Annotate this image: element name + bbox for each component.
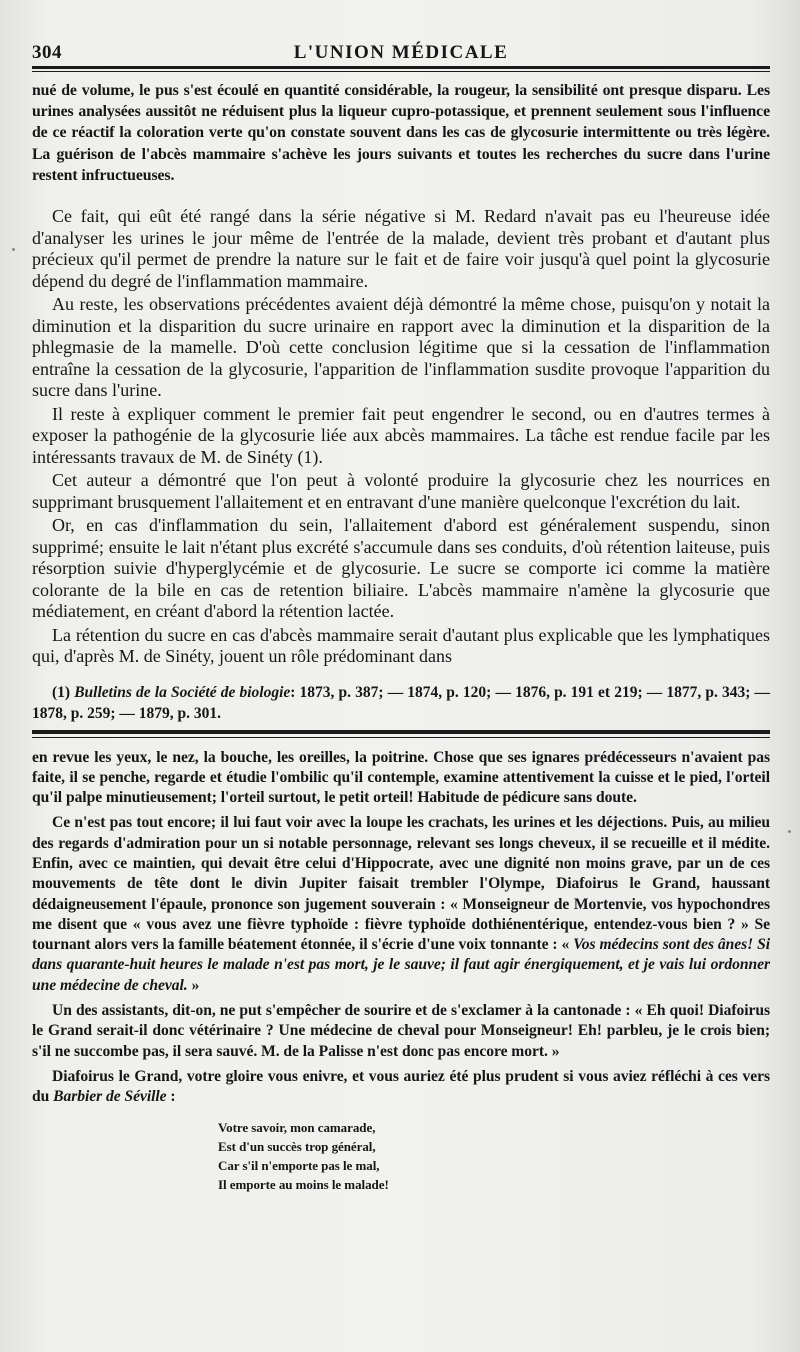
article-paragraph: Or, en cas d'inflammation du sein, l'allaitement d'abord est généralement suspendu, sinon supprimé; ensuite le lait n'étant plus excrété s'accumule dans ses conduits, d'où rétention laiteuse, puis résorption suivie d'hyperglycémie et de glycosurie. Le sucre se comporte ici comme la matière colorante de la bile en cas de retention biliaire. L'abcès mammaire n'amène la glycosurie que médiatement, en créant d'abord la rétention lactée. — [32, 515, 770, 622]
print-speck — [788, 830, 791, 833]
feuilleton-paragraph: Un des assistants, dit-on, ne put s'empêcher de sourire et de s'exclamer à la cantonade : « Eh quoi! Diafoirus le Grand serait-il donc vétérinaire ? Une médecine de cheval pour Monseigneur! Eh! parbleu, je le crois bien; s'il ne succombe pas, il sera sauvé. M. de la Palisse n'est donc pas encore mort. » — [32, 1002, 770, 1060]
feuilleton-section — [32, 748, 770, 1194]
feuilleton-text: Ce n'est pas tout encore; il lui faut voir avec la loupe les crachats, les urines et les déjections. Puis, au milieu des regards d'admiration pour un si notable personnage, relevant ses longs cheveux, il se recueille et il médite. Enfin, avec ce maintien, qui devait être celui d'Hippocrate, avec une dignité non moins grave, par un de ces mouvements de tête dont le divin Jupiter faisait trembler l'Olympe, Diafoirus le Grand, haussant dédaigneusement l'épaule, prononce son jugement souverain : « Monseigneur de Mortenvie, vos hypochondres me disent que « vous avez une fièvre typhoïde : fièvre typhoïde dothiénentérique, entendez-vous bien ? » Se tournant alors vers la famille béatement étonnée, il s'écrie d'une voix tonnante : « — [32, 814, 770, 954]
verse-line: Votre savoir, mon camarade, — [218, 1119, 376, 1135]
header-rule — [32, 66, 770, 72]
article-paragraph: Il reste à expliquer comment le premier fait peut engendrer le second, ou en d'autres termes à exposer la pathogénie de la glycosurie liée aux abcès mammaires. La tâche est rendue facile par les intéressants travaux de M. de Sinéty (1). — [32, 403, 770, 467]
feuilleton-separator-thin — [32, 737, 770, 738]
feuilleton-paragraph: en revue les yeux, le nez, la bouche, les oreilles, la poitrine. Chose que ses ignares prédécesseurs n'avaient pas faite, il se penche, regarde et étudie l'ombilic qu'il contemple, examine attentivement la cuisse et le pied, l'orteil qu'il palpe minutieusement; l'orteil surtout, le petit orteil! Habitude de pédicure sans doute. — [32, 748, 770, 807]
feuilleton-paragraph — [32, 813, 770, 996]
article-paragraph: La rétention du sucre en cas d'abcès mammaire serait d'autant plus explicable que les lymphatiques qui, d'après M. de Sinéty, jouent un rôle prédominant dans — [32, 624, 770, 667]
verse-quotation — [218, 1118, 770, 1194]
journal-title: L'UNION MÉDICALE — [293, 42, 509, 63]
article-paragraph: Au reste, les observations précédentes avaient déjà démontré la même chose, puisqu'on y notait la diminution et la disparition du sucre urinaire en rapport avec la diminution et la disparition de la phlegmasie de la mamelle. D'où cette conclusion légitime que si la cessation de l'inflammation entraîne la cessation de la glycosurie, l'apparition de l'inflammation susdite provoque l'apparition du sucre dans l'urine. — [32, 294, 770, 401]
running-header — [32, 0, 770, 66]
print-speck — [12, 248, 15, 251]
feuilleton-paragraph — [32, 1067, 770, 1108]
lead-paragraph: nué de volume, le pus s'est écoulé en quantité considérable, la rougeur, la sensibilité ont presque disparu. Les urines analysées aussitôt ne réduisent plus la liqueur cupro-potassique, et prennent seulement sous l'influence de ce réactif la coloration verte qu'on constate souvent dans les cas de glycosurie intermittente ou très légère. La guérison de l'abcès mammaire s'achève les jours suivants et toutes les recherches du sucre dans l'urine restent infructueuses. — [32, 82, 770, 184]
feuilleton-separator-thick — [32, 730, 770, 734]
page-number: 304 — [32, 42, 62, 63]
verse-line: Il emporte au moins le malade! — [218, 1176, 389, 1192]
footnote-marker: (1) — [52, 683, 71, 701]
footnote — [32, 682, 770, 724]
verse-line: Est d'un succès trop général, — [218, 1138, 376, 1154]
article-paragraph: Cet auteur a démontré que l'on peut à volonté produire la glycosurie chez les nourrices en supprimant brusquement l'allaitement et en entravant d'une manière quelconque l'excrétion du lait. — [32, 470, 770, 512]
feuilleton-text: : — [166, 1088, 176, 1106]
article-paragraph: Ce fait, qui eût été rangé dans la série négative si M. Redard n'avait pas eu l'heureuse idée d'analyser les urines le jour même de l'entrée de la malade, devient très probant et d'autant plus précieux qu'il permet de prendre la nature sur le fait et de faire voir jusqu'à quel point la glycosurie dépend du degré de l'inflammation mammaire. — [32, 206, 770, 291]
feuilleton-quote: Vos médecins sont des ânes! Si dans quarante-huit heures le malade n'est pas mort, je le sauve; il faut agir énergiquement, et je vais lui ordonner une médecine de cheval. — [32, 936, 770, 994]
feuilleton-text: » — [191, 976, 200, 994]
verse-line: Car s'il n'emporte pas le mal, — [218, 1157, 380, 1173]
feuilleton-text: Diafoirus le Grand, votre gloire vous enivre, et vous auriez été plus prudent si vous aviez réfléchi à ces vers du — [32, 1067, 770, 1106]
play-title: Barbier de Séville — [53, 1088, 167, 1106]
footnote-text: : 1873, p. 387; — 1874, p. 120; — 1876, p. 191 et 219; — 1877, p. 343; — 1878, p. 259; — 1879, p. 301. — [32, 683, 771, 722]
footnote-source-title: Bulletins de la Société de biologie — [74, 683, 291, 701]
article-body — [32, 80, 770, 668]
